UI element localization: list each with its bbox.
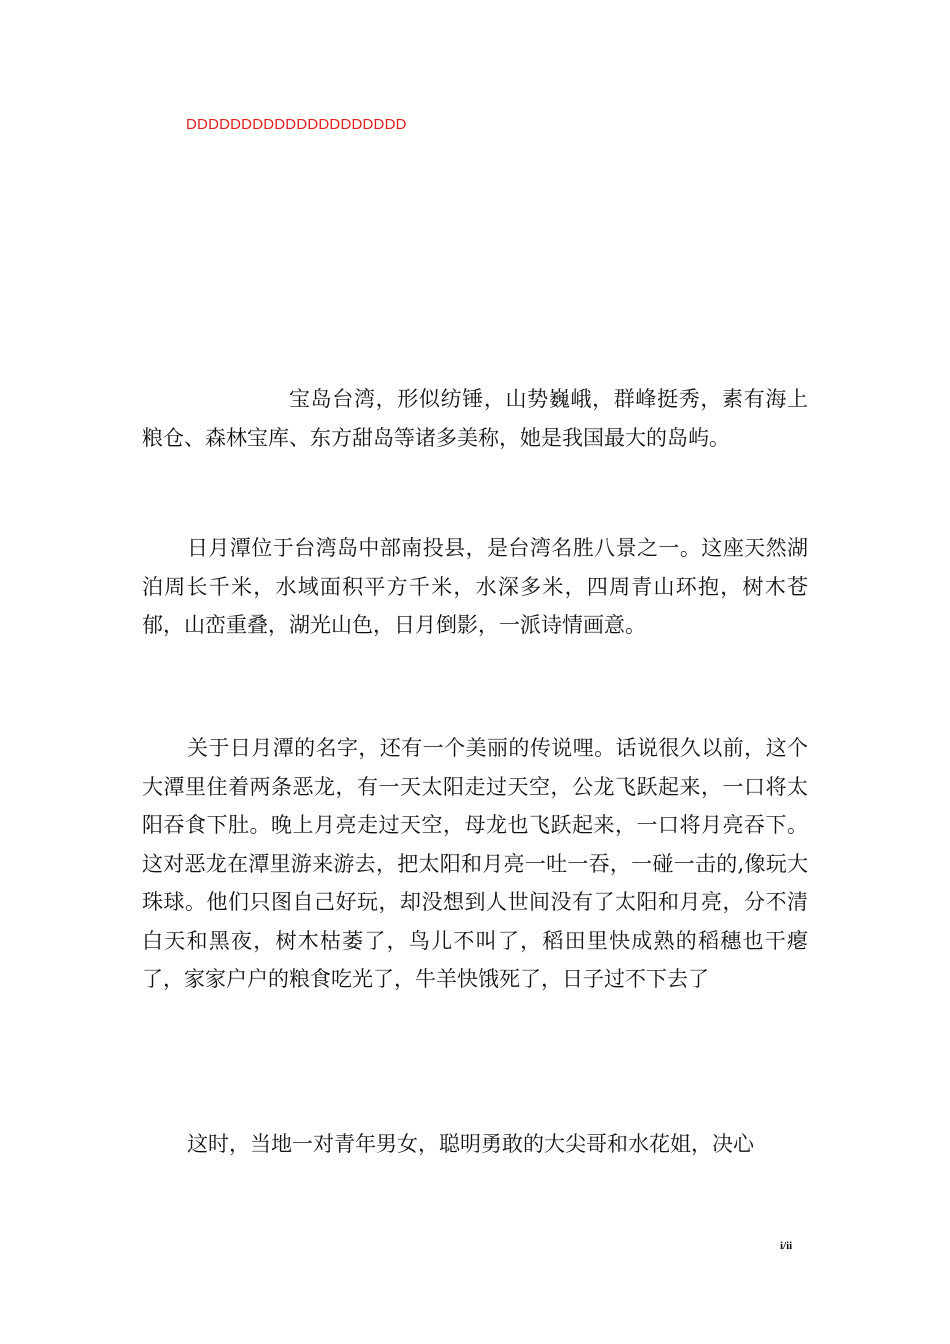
paragraph-sun-moon-lake: 日月潭位于台湾岛中部南投县，是台湾名胜八景之一。这座天然湖泊周长千米，水域面积平方千米，水深多米，四周青山环抱，树木苍郁，山峦重叠，湖光山色，日月倒影，一派诗情画意。	[142, 536, 808, 637]
paragraph-continuation: 这时，当地一对青年男女，聪明勇敢的大尖哥和水花姐，决心	[187, 1132, 754, 1156]
paragraph-legend: 关于日月潭的名字，还有一个美丽的传说哩。话说很久以前，这个大潭里住着两条恶龙，有一天太阳走过天空，公龙飞跃起来，一口将太阳吞食下肚。晚上月亮走过天空，母龙也飞跃起来，一口将月亮吞下。这对恶龙在潭里游来游去，把太阳和月亮一吐一吞，一碰一击的,像玩大珠球。他们只图自己好玩，却没想到人世间没有了太阳和月亮，分不清白天和黑夜，树木枯萎了，鸟儿不叫了，稻田里快成熟的稻穗也干瘪了，家家户户的粮食吃光了，牛羊快饿死了，日子过不下去了	[142, 736, 808, 991]
header-watermark-text: DDDDDDDDDDDDDDDDDDDD	[186, 116, 407, 133]
paragraph-intro: 宝岛台湾，形似纺锤，山势巍峨，群峰挺秀，素有海上粮仓、森林宝库、东方甜岛等诸多美称，她是我国最大的岛屿。	[142, 387, 808, 450]
page-number: i/ii	[780, 1240, 793, 1252]
